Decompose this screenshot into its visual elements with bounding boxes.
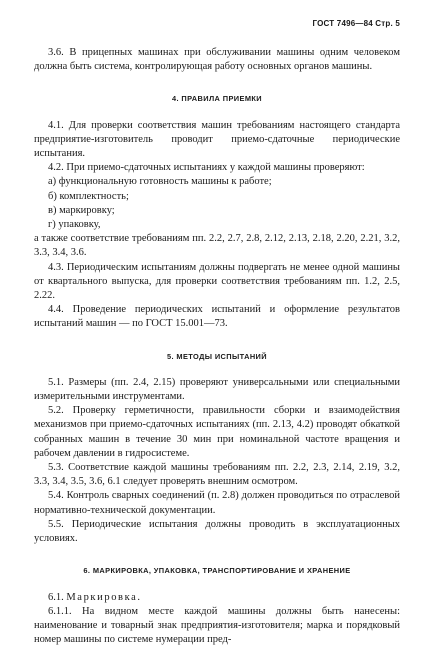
section-4-title: 4. ПРАВИЛА ПРИЕМКИ <box>171 94 263 104</box>
paragraph-6-1-1: 6.1.1. На видном месте каждой машины должны быть нанесены: наименование и товарный знак предприятия-изготовителя; марка и порядковый номер машины по системе нумерации пред- <box>34 605 400 646</box>
section-5-title: 5. МЕТОДЫ ИСПЫТАНИЙ <box>167 351 267 361</box>
list-item-a: а) функциональную готовность машины к работе; <box>48 176 272 188</box>
paragraph-4-1: 4.1. Для проверки соответствия машин требованиям настоящего стандарта предприятие-изготовитель проводит приемо-сдаточные периодические испытания. <box>34 119 400 160</box>
subsection-6-1-number: 6.1. <box>48 591 64 603</box>
document-body <box>34 46 400 647</box>
paragraph-5-5: 5.5. Периодические испытания должны проводить в эксплуатационных условиях. <box>34 518 400 545</box>
paragraph-3-6: 3.6. В прицепных машинах при обслуживании машины одним человеком должна быть система, контролирующая работу основных органов машины. <box>34 47 400 73</box>
paragraph-5-3: 5.3. Соответствие каждой машины требованиям пп. 2.2, 2.3, 2.14, 2.19, 3.2, 3.3, 3.4, 3.5, 3.6, 6.1 следует проверять внешним осмотром. <box>34 462 400 488</box>
list-item-v: в) маркировку; <box>48 204 115 216</box>
paragraph-5-1: 5.1. Размеры (пп. 2.4, 2.15) проверяют универсальными или специальными измерительными инструментами. <box>34 376 400 403</box>
paragraph-5-2: 5.2. Проверку герметичности, правильности сборки и взаимодействия механизмов при приемо-сдаточных испытаниях (пп. 2.13, 4.2) проводят обкаткой собранных машин в течение 30 мин при номинальной частоте вращения и рабочем давлении в гидросистеме. <box>34 405 400 459</box>
list-item-g: г) упаковку, <box>48 219 101 231</box>
list-item-b: б) комплектность; <box>48 190 129 202</box>
paragraph-4-2: 4.2. При приемо-сдаточных испытаниях у каждой машины проверяют: <box>48 162 365 174</box>
page-header: ГОСТ 7496—84 Стр. 5 <box>312 19 400 28</box>
paragraph-5-4: 5.4. Контроль сварных соединений (п. 2.8) должен проводиться по отраслевой нормативно-технической документации. <box>34 490 400 516</box>
paragraph-4-4: 4.4. Проведение периодических испытаний и оформление результатов испытаний машин — по ГОСТ 15.001—73. <box>34 304 400 330</box>
section-6-title: 6. МАРКИРОВКА, УПАКОВКА, ТРАНСПОРТИРОВАНИЕ И ХРАНЕНИЕ <box>83 566 351 576</box>
paragraph-4-3: 4.3. Периодическим испытаниям должны подвергать не менее одной машины от квартального выпуска, для проверки соответствия требованиям пп. 1.2, 2.5, 2.22. <box>34 261 400 302</box>
subsection-6-1-title: Маркировка. <box>66 591 142 603</box>
subsection-6-1-heading <box>34 591 400 605</box>
paragraph-4-2-tail: а также соответствие требованиям пп. 2.2, 2.7, 2.8, 2.12, 2.13, 2.18, 2.20, 2.21, 3.2, 3.3, 3.4, 3.6. <box>34 233 400 259</box>
